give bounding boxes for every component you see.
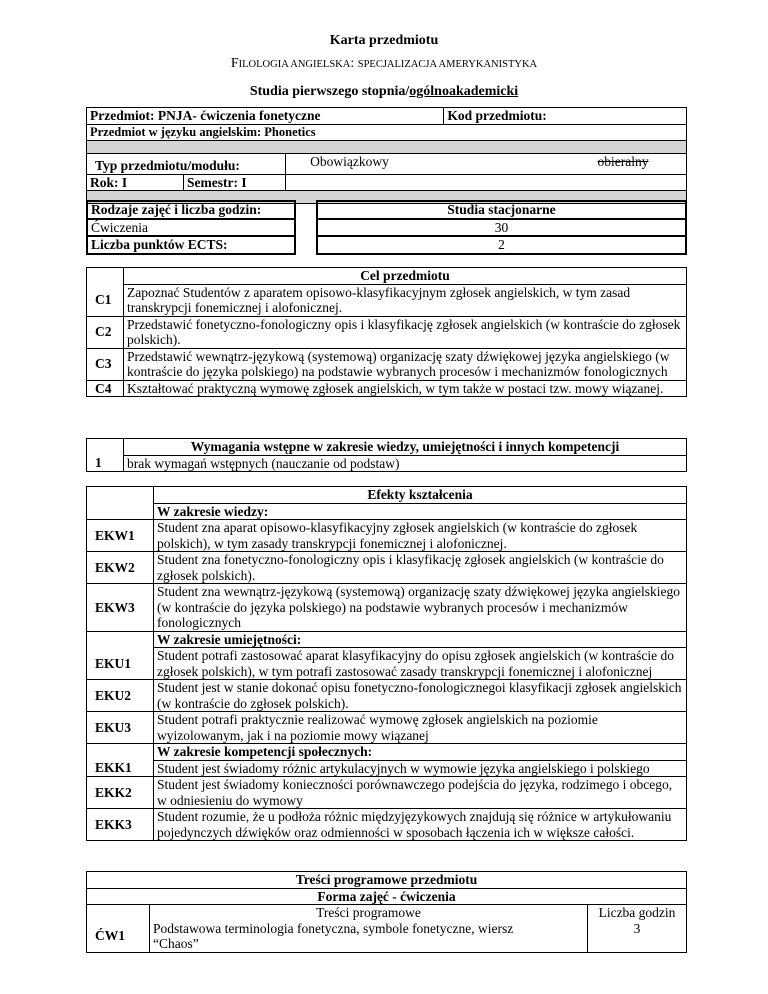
program-form: Forma zajęć - ćwiczenia	[87, 888, 687, 905]
year: Rok: I	[87, 174, 184, 191]
prereq-table	[86, 438, 687, 472]
document-title: Karta przedmiotu	[329, 33, 439, 48]
info-table	[86, 107, 687, 204]
goal-text: Zapoznać Studentów z aparatem opisowo-klasyfikacyjnym zgłosek angielskich, w tym zasad transkrypcji fonemicznej i alofonicznej.	[124, 284, 687, 316]
effect-code: EKU3	[87, 712, 154, 744]
faculty-line	[0, 56, 768, 72]
subject-english: Przedmiot w języku angielskim: Phonetics	[87, 124, 687, 141]
goal-text: Kształtować praktyczną wymowę zgłosek angielskich, w tym także w postaci tzw. mowy wiązanej.	[124, 380, 687, 397]
separator-row	[87, 141, 687, 154]
effect-code: EKK1	[87, 760, 154, 777]
type-value: Obowiązkowy	[286, 154, 561, 175]
effect-code: EKK3	[87, 809, 154, 841]
goal-code: C1	[87, 284, 124, 316]
empty-cell	[286, 174, 687, 191]
program-col-content: Treści programowe	[150, 905, 588, 921]
effect-text: Student rozumie, że u podłoża różnic międzyjęzykowych znajdują się różnice w artykułowaniu pojedynczych dźwięków oraz odmienności w sposobach łączenia ich w większe całości.	[154, 809, 687, 841]
program-table	[86, 871, 687, 953]
skills-heading: W zakresie umiejętności:	[154, 631, 687, 648]
effects-title: Efekty kształcenia	[154, 487, 687, 504]
program-col-hours: Liczba godzin	[588, 905, 687, 921]
prereq-text: brak wymagań wstępnych (nauczanie od podstaw)	[124, 455, 687, 472]
study-mode-header: Studia stacjonarne	[317, 201, 686, 219]
effect-code: EKU2	[87, 680, 154, 712]
effect-text: Student zna fonetyczno-fonologiczny opis i klasyfikację zgłosek angielskich (w kontraście do zgłosek polskich).	[154, 552, 687, 584]
goal-code: C3	[87, 348, 124, 380]
effect-text: Student jest świadomy różnic artykulacyjnych w wymowie języka angielskiego i polskiego	[154, 760, 687, 777]
knowledge-heading: W zakresie wiedzy:	[154, 503, 687, 520]
effect-text: Student jest świadomy konieczności porównawczego podejścia do języka, rodzimego i obcego, w odniesieniu do wymowy	[154, 777, 687, 809]
goal-code: C2	[87, 316, 124, 348]
subject-code: Kod przedmiotu:	[444, 108, 687, 125]
study-level	[0, 84, 768, 100]
classes-hours: 30	[317, 219, 686, 237]
prereq-code: 1	[87, 455, 124, 472]
effect-code: EKW1	[87, 520, 154, 552]
faculty-sep: :	[350, 56, 358, 71]
effect-code: EKU1	[87, 648, 154, 680]
goal-text: Przedstawić wewnątrz-językową (systemową) organizację szaty dźwiękowej języka angielskiego (w kontraście do języka polskiego) na podstawie wybranych procesów i mechanizmów fonologicznych	[124, 348, 687, 380]
prereq-title: Wymagania wstępne w zakresie wiedzy, umiejętności i innych kompetencji	[124, 439, 687, 456]
program-row-hours: 3	[588, 921, 687, 953]
goals-table	[86, 267, 687, 397]
subject-name: Przedmiot: PNJA- ćwiczenia fonetyczne	[87, 108, 444, 125]
faculty-cap: F	[230, 56, 239, 71]
goals-title: Cel przedmiotu	[124, 268, 687, 285]
study-profile: ogólnoakademicki	[409, 84, 519, 99]
ects-label: Liczba punktów ECTS:	[87, 236, 295, 254]
goal-code: C4	[87, 380, 124, 397]
faculty-part1: ILOLOGIA ANGIELSKA	[238, 59, 351, 70]
effect-text: Student potrafi zastosować aparat klasyfikacyjny do opisu zgłosek angielskich (w kontraście do zgłosek polskich), w tym potrafi zastosować zasady transkrypcji fonemicznej i alofonicznej	[154, 648, 687, 680]
study-prefix: Studia pierwszego stopnia/	[249, 84, 410, 99]
ects-value: 2	[317, 236, 686, 254]
type-strike: obieralny	[560, 154, 687, 175]
goal-text: Przedstawić fonetyczno-fonologiczny opis i klasyfikację zgłosek angielskich (w kontraście do zgłosek polskich).	[124, 316, 687, 348]
effect-text: Student jest w stanie dokonać opisu fonetyczno-fonologicznegoi klasyfikacji zgłosek angielskich (w kontraście do zgłosek polskich).	[154, 680, 687, 712]
effect-text: Student potrafi praktycznie realizować wymowę zgłosek angielskich na poziomie wyizolowanym, jak i na poziomie mowy wiązanej	[154, 712, 687, 744]
hours-table	[86, 200, 687, 255]
classes-label: Rodzaje zajęć i liczba godzin:	[87, 201, 295, 219]
classes-type: Ćwiczenia	[87, 219, 295, 237]
type-label: Typ przedmiotu/modułu:	[87, 154, 286, 175]
program-row-text: Podstawowa terminologia fonetyczna, symbole fonetyczne, wiersz “Chaos”	[150, 921, 588, 953]
social-heading: W zakresie kompetencji społecznych:	[154, 744, 687, 761]
effect-code: EKW3	[87, 584, 154, 632]
program-title: Treści programowe przedmiotu	[87, 872, 687, 889]
effects-table	[86, 486, 687, 841]
effect-text: Student zna aparat opisowo-klasyfikacyjny zgłosek angielskich (w kontraście do zgłosek polskich), w tym zasady transkrypcji fonemicznej i alofonicznej.	[154, 520, 687, 552]
semester: Semestr: I	[184, 174, 286, 191]
faculty-part2: SPECJALIZACJA AMERYKANISTYKA	[357, 59, 538, 70]
effect-text: Student zna wewnątrz-językową (systemową) organizację szaty dźwiękowej języka angielskiego (w kontraście do języka polskiego) na podstawie wybranych procesów i mechanizmów fonologicznych	[154, 584, 687, 632]
effect-code: EKW2	[87, 552, 154, 584]
effect-code: EKK2	[87, 777, 154, 809]
program-row-code: ĆW1	[87, 921, 150, 953]
